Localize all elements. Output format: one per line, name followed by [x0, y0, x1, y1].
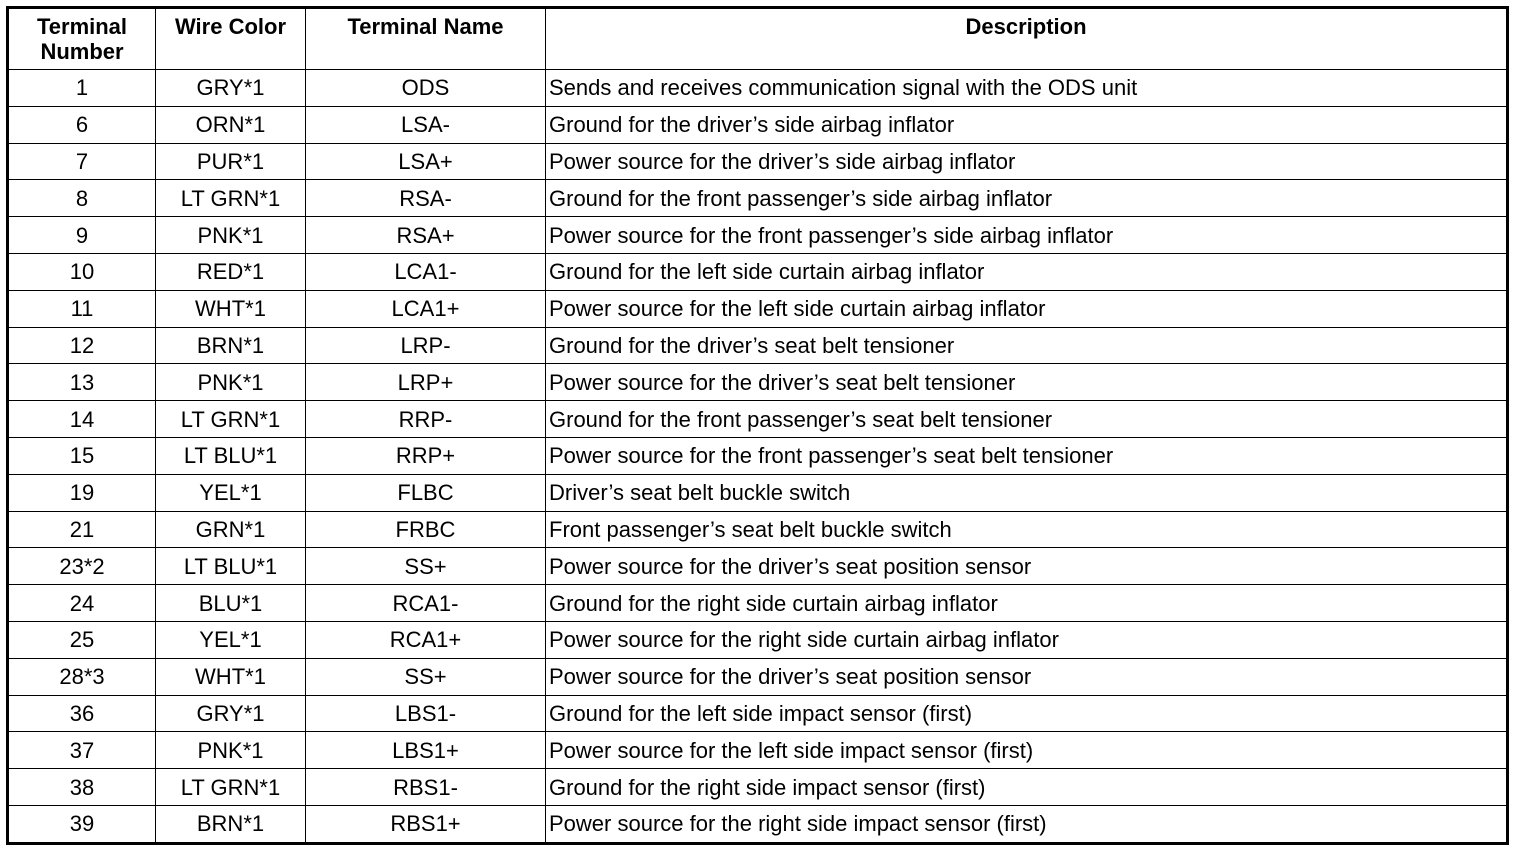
wire-color-cell: LT BLU*1 [156, 437, 306, 474]
table-row [8, 401, 1508, 438]
header-wire-color: Wire Color [156, 8, 306, 70]
terminal-name-cell: SS+ [306, 658, 546, 695]
description-cell: Ground for the right side impact sensor (first) [546, 769, 1508, 806]
table-header [8, 8, 1508, 70]
terminal-number-cell: 6 [8, 106, 156, 143]
terminal-number-cell: 11 [8, 290, 156, 327]
table-row [8, 106, 1508, 143]
description-cell: Ground for the driver’s side airbag inflator [546, 106, 1508, 143]
terminal-name-cell: ODS [306, 70, 546, 107]
table-row [8, 143, 1508, 180]
description-cell: Ground for the front passenger’s seat belt tensioner [546, 401, 1508, 438]
description-cell: Ground for the front passenger’s side airbag inflator [546, 180, 1508, 217]
wire-color-cell: WHT*1 [156, 658, 306, 695]
terminal-name-cell: RSA+ [306, 217, 546, 254]
terminal-name-cell: RCA1- [306, 585, 546, 622]
terminal-name-cell: SS+ [306, 548, 546, 585]
terminal-number-cell: 23*2 [8, 548, 156, 585]
description-cell: Power source for the left side curtain airbag inflator [546, 290, 1508, 327]
description-cell: Ground for the left side curtain airbag inflator [546, 253, 1508, 290]
terminal-name-cell: LCA1+ [306, 290, 546, 327]
table-row [8, 437, 1508, 474]
table-row [8, 364, 1508, 401]
wire-color-cell: LT BLU*1 [156, 548, 306, 585]
terminal-number-cell: 8 [8, 180, 156, 217]
table-row [8, 217, 1508, 254]
terminal-name-cell: LBS1- [306, 695, 546, 732]
description-cell: Front passenger’s seat belt buckle switch [546, 511, 1508, 548]
terminal-name-cell: RBS1+ [306, 805, 546, 843]
description-cell: Sends and receives communication signal with the ODS unit [546, 70, 1508, 107]
wire-color-cell: PUR*1 [156, 143, 306, 180]
terminal-number-cell: 14 [8, 401, 156, 438]
header-terminal-name: Terminal Name [306, 8, 546, 70]
terminal-number-cell: 19 [8, 474, 156, 511]
description-cell: Driver’s seat belt buckle switch [546, 474, 1508, 511]
table-row [8, 732, 1508, 769]
table-row [8, 548, 1508, 585]
header-row [8, 8, 1508, 70]
terminal-name-cell: RCA1+ [306, 621, 546, 658]
terminal-name-cell: FRBC [306, 511, 546, 548]
table-body [8, 70, 1508, 844]
table-row [8, 474, 1508, 511]
terminal-number-cell: 37 [8, 732, 156, 769]
description-cell: Ground for the left side impact sensor (first) [546, 695, 1508, 732]
description-cell: Power source for the driver’s seat belt tensioner [546, 364, 1508, 401]
terminal-number-cell: 24 [8, 585, 156, 622]
wire-color-cell: RED*1 [156, 253, 306, 290]
wire-color-cell: BLU*1 [156, 585, 306, 622]
terminal-name-cell: LRP+ [306, 364, 546, 401]
table-row [8, 290, 1508, 327]
terminal-number-cell: 36 [8, 695, 156, 732]
description-cell: Power source for the right side curtain airbag inflator [546, 621, 1508, 658]
terminal-name-cell: RBS1- [306, 769, 546, 806]
description-cell: Power source for the driver’s seat position sensor [546, 658, 1508, 695]
wire-color-cell: YEL*1 [156, 474, 306, 511]
wire-color-cell: BRN*1 [156, 327, 306, 364]
header-description: Description [546, 8, 1508, 70]
description-cell: Power source for the front passenger’s side airbag inflator [546, 217, 1508, 254]
wire-color-cell: LT GRN*1 [156, 401, 306, 438]
terminal-number-cell: 10 [8, 253, 156, 290]
table-row [8, 585, 1508, 622]
wire-color-cell: GRY*1 [156, 70, 306, 107]
table-row [8, 180, 1508, 217]
terminal-name-cell: FLBC [306, 474, 546, 511]
description-cell: Power source for the left side impact sensor (first) [546, 732, 1508, 769]
wire-color-cell: BRN*1 [156, 805, 306, 843]
description-cell: Ground for the right side curtain airbag inflator [546, 585, 1508, 622]
wire-color-cell: GRN*1 [156, 511, 306, 548]
description-cell: Power source for the front passenger’s seat belt tensioner [546, 437, 1508, 474]
table-row [8, 253, 1508, 290]
wire-color-cell: WHT*1 [156, 290, 306, 327]
table-row [8, 769, 1508, 806]
terminal-table [6, 6, 1509, 845]
terminal-number-cell: 38 [8, 769, 156, 806]
wire-color-cell: LT GRN*1 [156, 769, 306, 806]
wire-color-cell: LT GRN*1 [156, 180, 306, 217]
terminal-name-cell: LCA1- [306, 253, 546, 290]
description-cell: Power source for the driver’s seat position sensor [546, 548, 1508, 585]
terminal-number-cell: 1 [8, 70, 156, 107]
terminal-name-cell: LSA+ [306, 143, 546, 180]
wire-color-cell: YEL*1 [156, 621, 306, 658]
table-row [8, 695, 1508, 732]
terminal-name-cell: LBS1+ [306, 732, 546, 769]
terminal-name-cell: RSA- [306, 180, 546, 217]
table-row [8, 621, 1508, 658]
table-row [8, 511, 1508, 548]
terminal-number-cell: 7 [8, 143, 156, 180]
terminal-name-cell: RRP+ [306, 437, 546, 474]
wire-color-cell: PNK*1 [156, 217, 306, 254]
wire-color-cell: GRY*1 [156, 695, 306, 732]
terminal-number-cell: 13 [8, 364, 156, 401]
terminal-number-cell: 15 [8, 437, 156, 474]
terminal-name-cell: LRP- [306, 327, 546, 364]
terminal-number-cell: 21 [8, 511, 156, 548]
terminal-name-cell: LSA- [306, 106, 546, 143]
wire-color-cell: PNK*1 [156, 364, 306, 401]
terminal-number-cell: 39 [8, 805, 156, 843]
table-row [8, 70, 1508, 107]
wire-color-cell: PNK*1 [156, 732, 306, 769]
description-cell: Power source for the right side impact sensor (first) [546, 805, 1508, 843]
description-cell: Power source for the driver’s side airbag inflator [546, 143, 1508, 180]
terminal-number-cell: 9 [8, 217, 156, 254]
terminal-name-cell: RRP- [306, 401, 546, 438]
header-terminal-number: Terminal Number [8, 8, 156, 70]
table-row [8, 327, 1508, 364]
terminal-number-cell: 25 [8, 621, 156, 658]
terminal-number-cell: 12 [8, 327, 156, 364]
table-row [8, 658, 1508, 695]
description-cell: Ground for the driver’s seat belt tensioner [546, 327, 1508, 364]
wire-color-cell: ORN*1 [156, 106, 306, 143]
terminal-number-cell: 28*3 [8, 658, 156, 695]
table-row [8, 805, 1508, 843]
